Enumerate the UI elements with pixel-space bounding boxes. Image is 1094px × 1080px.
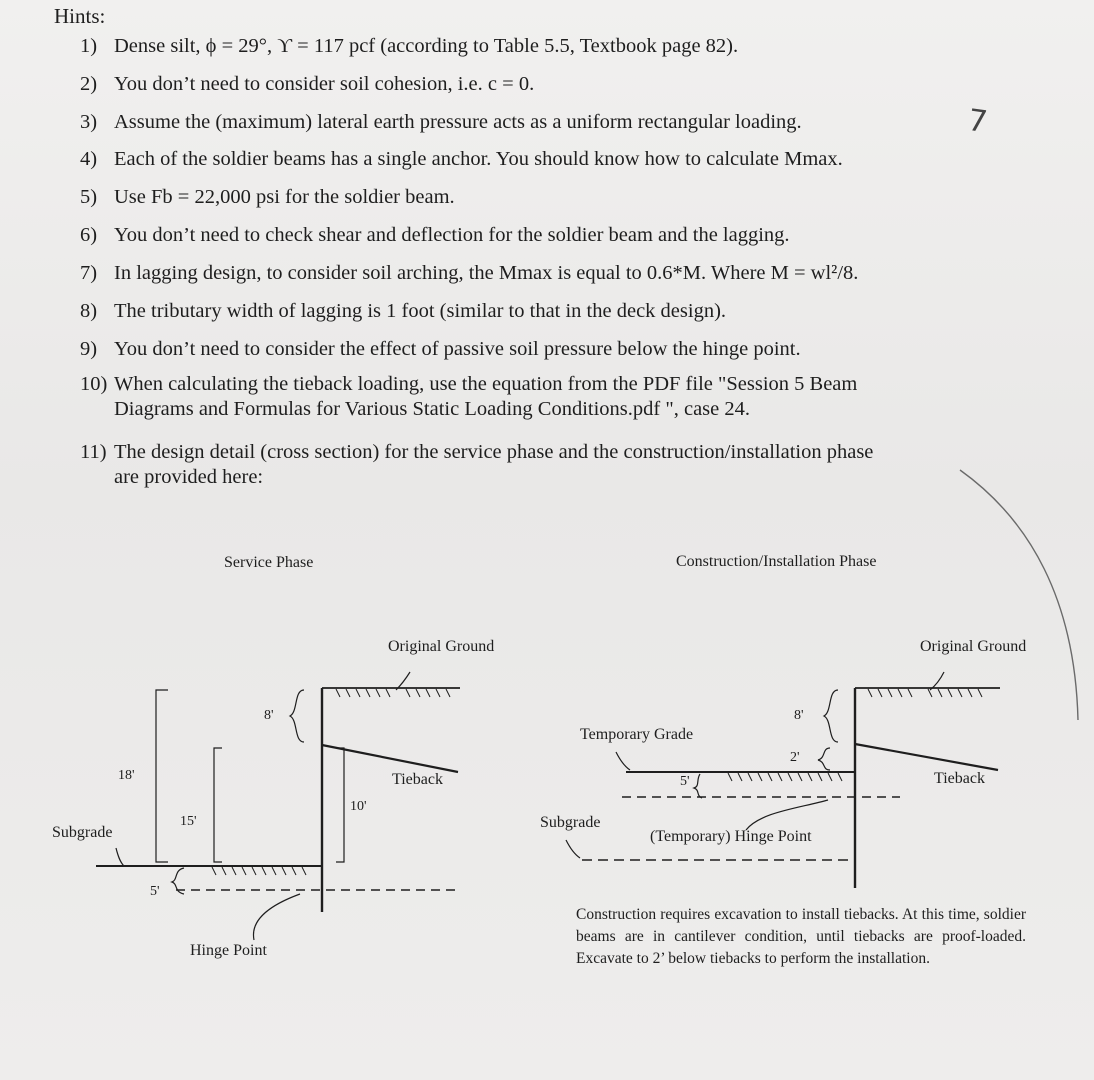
hint-text: In lagging design, to consider soil arching, the Mmax is equal to 0.6*M. Where M = wl²/8. [114,262,859,284]
hint-number: 3) [80,111,98,133]
service-dim-8-label: 8' [264,708,274,723]
service-tieback-line [322,745,458,772]
service-dim-8-bracket [290,690,304,742]
hint-number: 2) [80,73,98,95]
service-ground-hatch [336,689,450,697]
hint-number: 1) [80,35,98,57]
hint-number: 8) [80,300,98,322]
service-dim-10-bracket [336,748,344,862]
service-hinge-leader [253,894,300,940]
hint-number: 7) [80,262,98,284]
construction-tieback-label: Tieback [934,770,985,787]
service-tieback-label: Tieback [392,771,443,788]
hint-number: 10) [80,373,108,395]
construction-subgrade-leader [566,840,580,858]
hint-text: Each of the soldier beams has a single anchor. You should know how to calculate Mmax. [114,148,843,170]
service-dim-5-label: 5' [150,884,160,899]
hint-text: You don’t need to consider soil cohesion, i.e. c = 0. [114,73,535,95]
hint-text: Use Fb = 22,000 psi for the soldier beam. [114,186,455,208]
service-subgrade-hatch [212,867,306,875]
hint-number: 6) [80,224,98,246]
construction-dim-8-bracket [824,690,838,742]
construction-dim-8-label: 8' [794,708,804,723]
hint-number: 11) [80,441,107,463]
construction-tieback-line [855,744,998,770]
service-original-ground-label: Original Ground [388,638,495,655]
construction-dim-5-bracket [694,774,702,798]
construction-hinge-point-label: (Temporary) Hinge Point [650,828,812,845]
construction-dim-5-label: 5' [680,774,690,789]
hint-text: Assume the (maximum) lateral earth pressure acts as a uniform rectangular loading. [114,111,802,133]
hint-text: When calculating the tieback loading, use the equation from the PDF file "Session 5 Beam [114,373,858,395]
service-dim-18-label: 18' [118,768,135,783]
construction-note: Construction requires excavation to install tiebacks. At this time, soldier beams are in cantilever condition, until tiebacks are proof-loaded. Excavate to 2’ below tiebacks to perform the installation. [576,906,1026,967]
construction-dim-2-label: 2' [790,750,800,765]
construction-temp-grade-hatch [728,773,842,781]
hint-number: 5) [80,186,98,208]
service-dim-15-label: 15' [180,814,197,829]
hint-text-continued: are provided here: [114,466,264,488]
service-dim-15-bracket [214,748,222,862]
hint-text: Dense silt, ϕ = 29°, ϒ = 117 pcf (according to Table 5.5, Textbook page 82). [114,35,739,57]
hint-text: The tributary width of lagging is 1 foot (similar to that in the deck design). [114,300,727,322]
construction-subgrade-label: Subgrade [540,814,601,831]
hint-text-continued: Diagrams and Formulas for Various Static Loading Conditions.pdf ", case 24. [114,398,750,420]
construction-original-ground-label: Original Ground [920,638,1027,655]
service-hinge-point-label: Hinge Point [190,942,267,959]
construction-hinge-leader [746,800,828,830]
hint-number: 9) [80,338,98,360]
construction-temp-grade-leader [616,752,630,770]
construction-dim-2-bracket [818,748,830,770]
hint-text: The design detail (cross section) for the service phase and the construction/installation phase [114,441,874,463]
hint-text: You don’t need to consider the effect of passive soil pressure below the hinge point. [114,338,801,360]
service-dim-18-bracket [156,690,168,862]
service-subgrade-label: Subgrade [52,824,113,841]
hint-number: 4) [80,148,98,170]
pencil-curve [960,470,1078,720]
construction-phase-title: Construction/Installation Phase [676,553,877,570]
service-subgrade-leader [116,848,124,866]
service-dim-10-label: 10' [350,799,367,814]
construction-temporary-grade-label: Temporary Grade [580,726,694,743]
hints-title: Hints: [54,4,106,28]
hint-text: You don’t need to check shear and deflection for the soldier beam and the lagging. [114,224,790,246]
construction-ground-hatch [868,689,982,697]
handwritten-margin-mark: 7 [965,102,990,141]
service-phase-title: Service Phase [224,554,314,571]
